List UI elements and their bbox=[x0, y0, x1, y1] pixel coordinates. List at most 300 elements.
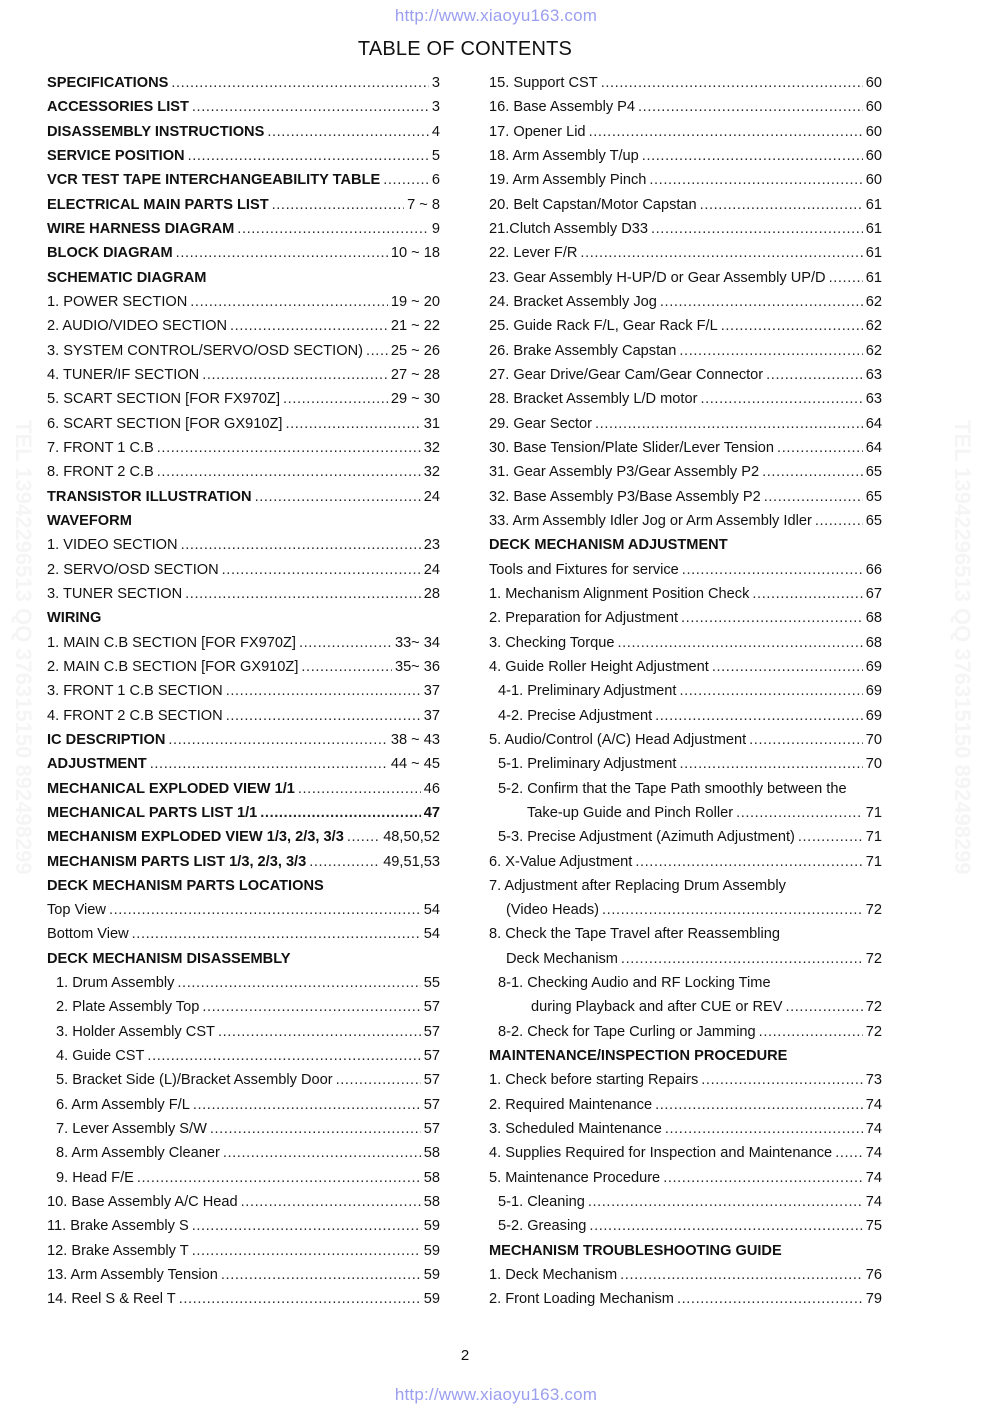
toc-entry-label: 8. Arm Assembly Cleaner bbox=[56, 1145, 220, 1162]
leader-dots bbox=[192, 1239, 421, 1263]
toc-entry-page: 76 bbox=[865, 1267, 882, 1284]
toc-entry-page: 32 bbox=[423, 439, 440, 456]
toc-right-column bbox=[489, 71, 882, 1312]
toc-entry[interactable] bbox=[489, 704, 882, 728]
toc-entry-label: 3. TUNER SECTION bbox=[47, 585, 183, 602]
toc-entry[interactable] bbox=[47, 1068, 440, 1092]
toc-entry[interactable] bbox=[47, 1020, 440, 1044]
leader-dots bbox=[749, 728, 863, 752]
toc-entry-page: 23 bbox=[423, 537, 440, 554]
leader-dots bbox=[168, 728, 388, 752]
toc-entry[interactable] bbox=[489, 752, 882, 776]
toc-entry[interactable] bbox=[47, 704, 440, 728]
leader-dots bbox=[210, 1117, 421, 1141]
toc-entry[interactable] bbox=[489, 485, 882, 509]
leader-dots bbox=[222, 558, 421, 582]
leader-dots bbox=[638, 95, 863, 119]
leader-dots bbox=[298, 777, 421, 801]
toc-entry-label: 8-2. Check for Tape Curling or Jamming bbox=[498, 1023, 756, 1040]
toc-entry-label: DECK MECHANISM ADJUSTMENT bbox=[489, 537, 728, 554]
toc-entry-page: 33~ 34 bbox=[394, 634, 440, 651]
toc-entry-label: 11. Brake Assembly S bbox=[47, 1218, 189, 1235]
toc-entry-label: 9. Head F/E bbox=[56, 1169, 134, 1186]
toc-entry-label: 2. Front Loading Mechanism bbox=[489, 1291, 674, 1308]
toc-entry[interactable] bbox=[489, 582, 882, 606]
leader-dots bbox=[655, 704, 863, 728]
leader-dots bbox=[137, 1166, 421, 1190]
toc-entry-label: 2. Plate Assembly Top bbox=[56, 999, 200, 1016]
toc-entry-page: 54 bbox=[423, 902, 440, 919]
leader-dots bbox=[255, 485, 421, 509]
toc-entry[interactable] bbox=[489, 1166, 882, 1190]
toc-entry-page: 74 bbox=[865, 1121, 882, 1138]
toc-entry[interactable] bbox=[489, 241, 882, 265]
toc-entry[interactable] bbox=[489, 71, 882, 95]
toc-entry-page: 57 bbox=[423, 999, 440, 1016]
leader-dots bbox=[230, 314, 388, 338]
side-watermark-left: TEL 13942296513 QQ 376315150 892498299 bbox=[11, 420, 36, 875]
toc-entry[interactable] bbox=[489, 1068, 882, 1092]
toc-entry-page: 72 bbox=[865, 999, 882, 1016]
toc-entry-page: 64 bbox=[865, 415, 882, 432]
toc-entry-label: DECK MECHANISM DISASSEMBLY bbox=[47, 950, 291, 967]
toc-entry-page: 61 bbox=[865, 269, 882, 286]
toc-entry[interactable] bbox=[47, 1190, 440, 1214]
toc-entry-page: 49,51,53 bbox=[383, 853, 440, 870]
header-url[interactable]: http://www.xiaoyu163.com bbox=[394, 6, 598, 25]
toc-entry-page: 59 bbox=[423, 1218, 440, 1235]
leader-dots bbox=[682, 558, 863, 582]
leader-dots bbox=[620, 1263, 863, 1287]
toc-entry-page: 38 ~ 43 bbox=[390, 731, 440, 748]
toc-entry-label: (Video Heads) bbox=[506, 902, 600, 919]
toc-entry-page: 61 bbox=[865, 196, 882, 213]
toc-entry-page: 3 bbox=[431, 75, 440, 91]
toc-entry[interactable] bbox=[47, 558, 440, 582]
toc-entry[interactable] bbox=[47, 728, 440, 752]
footer-url[interactable]: http://www.xiaoyu163.com bbox=[394, 1385, 598, 1404]
toc-entry-page: 71 bbox=[865, 829, 882, 846]
leader-dots bbox=[226, 679, 421, 703]
toc-entry-label: DECK MECHANISM PARTS LOCATIONS bbox=[47, 877, 324, 894]
toc-entry[interactable] bbox=[489, 898, 882, 922]
toc-entry-label: 5-3. Precise Adjustment (Azimuth Adjustment) bbox=[498, 829, 795, 846]
toc-entry[interactable] bbox=[489, 120, 882, 144]
toc-entry-label: 20. Belt Capstan/Motor Capstan bbox=[489, 196, 697, 213]
toc-entry-page: 60 bbox=[865, 99, 882, 116]
toc-entry[interactable] bbox=[47, 898, 440, 922]
toc-entry-page: 60 bbox=[865, 172, 882, 189]
toc-entry[interactable] bbox=[47, 777, 440, 801]
toc-entry[interactable] bbox=[489, 290, 882, 314]
toc-entry[interactable] bbox=[47, 655, 440, 679]
leader-dots bbox=[202, 363, 388, 387]
toc-entry[interactable] bbox=[489, 1190, 882, 1214]
leader-dots bbox=[237, 217, 429, 241]
toc-entry-page: 62 bbox=[865, 318, 882, 335]
toc-entry-label: MECHANICAL PARTS LIST 1/1 bbox=[47, 804, 258, 821]
leader-dots bbox=[649, 168, 862, 192]
toc-entry-page: 62 bbox=[865, 293, 882, 310]
toc-entry-page: 73 bbox=[865, 1072, 882, 1089]
toc-entry[interactable] bbox=[47, 412, 440, 436]
toc-entry[interactable] bbox=[489, 1263, 882, 1287]
leader-dots bbox=[157, 436, 421, 460]
toc-entry-label: 1. Mechanism Alignment Position Check bbox=[489, 585, 750, 602]
toc-entry-page: 74 bbox=[865, 1169, 882, 1186]
leader-dots bbox=[185, 582, 421, 606]
toc-entry-label: 3. Scheduled Maintenance bbox=[489, 1121, 662, 1138]
toc-entry[interactable] bbox=[489, 339, 882, 363]
toc-entry[interactable] bbox=[47, 1141, 440, 1165]
toc-entry-page: 21 ~ 22 bbox=[390, 318, 440, 335]
toc-entry-label: Take-up Guide and Pinch Roller bbox=[527, 804, 734, 821]
toc-entry[interactable] bbox=[47, 825, 440, 849]
leader-dots bbox=[272, 193, 405, 217]
toc-entry-label: 21.Clutch Assembly D33 bbox=[489, 220, 648, 237]
toc-entry-label: 28. Bracket Assembly L/D motor bbox=[489, 391, 698, 408]
toc-entry-label: 12. Brake Assembly T bbox=[47, 1242, 189, 1259]
toc-entry[interactable] bbox=[47, 1214, 440, 1238]
toc-entry[interactable] bbox=[489, 558, 882, 582]
toc-entry-page: 65 bbox=[865, 464, 882, 481]
toc-entry[interactable] bbox=[47, 1166, 440, 1190]
toc-entry[interactable] bbox=[47, 850, 440, 874]
toc-entry[interactable] bbox=[47, 193, 440, 217]
toc-entry-page: 57 bbox=[423, 1121, 440, 1138]
toc-entry-label: 33. Arm Assembly Idler Jog or Arm Assembly Idler bbox=[489, 512, 812, 529]
toc-entry[interactable] bbox=[489, 850, 882, 874]
leader-dots bbox=[635, 850, 862, 874]
toc-entry-page: 7 ~ 8 bbox=[407, 196, 440, 213]
toc-section-heading bbox=[47, 266, 440, 290]
toc-entry[interactable] bbox=[489, 874, 882, 898]
toc-entry-page: 64 bbox=[865, 439, 882, 456]
leader-dots bbox=[700, 193, 863, 217]
toc-entry[interactable] bbox=[489, 1020, 882, 1044]
toc-entry[interactable] bbox=[47, 436, 440, 460]
toc-entry[interactable] bbox=[489, 728, 882, 752]
toc-entry[interactable] bbox=[489, 631, 882, 655]
toc-entry-page: 70 bbox=[865, 756, 882, 773]
leader-dots bbox=[663, 1166, 863, 1190]
toc-entry[interactable] bbox=[489, 679, 882, 703]
toc-entry-label: MAINTENANCE/INSPECTION PROCEDURE bbox=[489, 1048, 788, 1065]
toc-entry-label: 4-1. Preliminary Adjustment bbox=[498, 683, 677, 700]
toc-entry-page: 57 bbox=[423, 1072, 440, 1089]
toc-entry[interactable] bbox=[489, 387, 882, 411]
leader-dots bbox=[193, 1093, 421, 1117]
toc-entry-label: 14. Reel S & Reel T bbox=[47, 1291, 176, 1308]
toc-entry[interactable] bbox=[47, 631, 440, 655]
toc-entry[interactable] bbox=[489, 606, 882, 630]
toc-entry[interactable] bbox=[47, 290, 440, 314]
toc-entry[interactable] bbox=[489, 1117, 882, 1141]
leader-dots bbox=[798, 825, 863, 849]
toc-entry-page: 48,50,52 bbox=[383, 829, 440, 846]
leader-dots bbox=[192, 95, 429, 119]
toc-entry-label: 6. X-Value Adjustment bbox=[489, 853, 633, 870]
toc-entry-page: 47 bbox=[423, 804, 440, 821]
toc-entry[interactable] bbox=[489, 1093, 882, 1117]
toc-entry[interactable] bbox=[489, 947, 882, 971]
toc-entry-label: 15. Support CST bbox=[489, 75, 598, 91]
toc-entry-label: 3. FRONT 1 C.B SECTION bbox=[47, 683, 223, 700]
toc-entry-page: 62 bbox=[865, 342, 882, 359]
toc-entry-page: 37 bbox=[423, 707, 440, 724]
leader-dots bbox=[588, 1190, 863, 1214]
toc-entry[interactable] bbox=[47, 752, 440, 776]
toc-entry[interactable] bbox=[47, 314, 440, 338]
toc-section-heading bbox=[47, 874, 440, 898]
toc-entry[interactable] bbox=[47, 995, 440, 1019]
toc-entry-label: 3. Checking Torque bbox=[489, 634, 615, 651]
toc-entry[interactable] bbox=[489, 217, 882, 241]
toc-entry-label: 18. Arm Assembly T/up bbox=[489, 147, 639, 164]
toc-entry-label: 6. SCART SECTION [FOR GX910Z] bbox=[47, 415, 283, 432]
leader-dots bbox=[132, 922, 421, 946]
page-title: TABLE OF CONTENTS bbox=[357, 38, 573, 60]
toc-entry-page: 31 bbox=[423, 415, 440, 432]
toc-entry-label: 4. Guide Roller Height Adjustment bbox=[489, 658, 709, 675]
toc-entry[interactable] bbox=[489, 412, 882, 436]
toc-entry-label: 7. Adjustment after Replacing Drum Assembly bbox=[489, 877, 786, 894]
toc-entry-label: Deck Mechanism bbox=[506, 950, 618, 967]
toc-entry-label: SPECIFICATIONS bbox=[47, 75, 169, 91]
toc-entry-page: 63 bbox=[865, 366, 882, 383]
toc-entry[interactable] bbox=[489, 1141, 882, 1165]
toc-entry-label: MECHANISM PARTS LIST 1/3, 2/3, 3/3 bbox=[47, 853, 307, 870]
leader-dots bbox=[301, 655, 392, 679]
toc-entry[interactable] bbox=[489, 825, 882, 849]
toc-entry[interactable] bbox=[489, 655, 882, 679]
toc-entry[interactable] bbox=[489, 266, 882, 290]
toc-entry[interactable] bbox=[47, 168, 440, 192]
toc-entry-page: 44 ~ 45 bbox=[390, 756, 440, 773]
toc-entry-page: 71 bbox=[865, 853, 882, 870]
toc-entry-page: 19 ~ 20 bbox=[390, 293, 440, 310]
toc-entry[interactable] bbox=[47, 120, 440, 144]
leader-dots bbox=[764, 485, 863, 509]
leader-dots bbox=[621, 947, 863, 971]
leader-dots bbox=[835, 1141, 863, 1165]
leader-dots bbox=[655, 1093, 863, 1117]
toc-entry-label: 8-1. Checking Audio and RF Locking Time bbox=[498, 975, 771, 992]
toc-entry-page: 58 bbox=[423, 1194, 440, 1211]
toc-entry-page: 65 bbox=[865, 488, 882, 505]
toc-entry[interactable] bbox=[47, 679, 440, 703]
toc-entry[interactable] bbox=[47, 217, 440, 241]
toc-entry-label: 4. Supplies Required for Inspection and Maintenance bbox=[489, 1145, 833, 1162]
toc-entry[interactable] bbox=[47, 460, 440, 484]
toc-entry-label: 7. FRONT 1 C.B bbox=[47, 439, 154, 456]
toc-entry[interactable] bbox=[489, 1287, 882, 1311]
leader-dots bbox=[192, 1214, 421, 1238]
toc-entry[interactable] bbox=[489, 363, 882, 387]
toc-entry[interactable] bbox=[47, 144, 440, 168]
toc-entry[interactable] bbox=[47, 582, 440, 606]
leader-dots bbox=[150, 752, 388, 776]
toc-entry-label: SERVICE POSITION bbox=[47, 147, 185, 164]
toc-entry[interactable] bbox=[47, 95, 440, 119]
toc-entry-page: 35~ 36 bbox=[394, 658, 440, 675]
toc-entry-page: 74 bbox=[865, 1096, 882, 1113]
toc-entry-label: 5. Maintenance Procedure bbox=[489, 1169, 661, 1186]
toc-entry[interactable] bbox=[47, 387, 440, 411]
toc-entry-page: 75 bbox=[865, 1218, 882, 1235]
toc-entry-page: 69 bbox=[865, 658, 882, 675]
toc-entry-page: 55 bbox=[423, 975, 440, 992]
toc-entry[interactable] bbox=[489, 314, 882, 338]
leader-dots bbox=[347, 825, 380, 849]
toc-entry-page: 24 bbox=[423, 488, 440, 505]
toc-entry[interactable] bbox=[47, 241, 440, 265]
toc-entry-label: 5-1. Preliminary Adjustment bbox=[498, 756, 677, 773]
toc-entry[interactable] bbox=[489, 144, 882, 168]
toc-entry-label: 13. Arm Assembly Tension bbox=[47, 1267, 218, 1284]
toc-entry-page: 10 ~ 18 bbox=[390, 245, 440, 262]
toc-entry-page: 69 bbox=[865, 707, 882, 724]
toc-entry-label: Bottom View bbox=[47, 926, 129, 943]
toc-entry-label: 2. Required Maintenance bbox=[489, 1096, 653, 1113]
toc-entry[interactable] bbox=[47, 1239, 440, 1263]
toc-entry-label: 2. MAIN C.B SECTION [FOR GX910Z] bbox=[47, 658, 299, 675]
toc-entry-label: 7. Lever Assembly S/W bbox=[56, 1121, 207, 1138]
toc-entry-label: ELECTRICAL MAIN PARTS LIST bbox=[47, 196, 269, 213]
toc-entry[interactable] bbox=[47, 485, 440, 509]
toc-entry-page: 72 bbox=[865, 950, 882, 967]
leader-dots bbox=[642, 144, 863, 168]
toc-entry[interactable] bbox=[47, 1044, 440, 1068]
leader-dots bbox=[766, 363, 863, 387]
toc-left-column bbox=[47, 71, 440, 1312]
toc-entry-page: 60 bbox=[865, 147, 882, 164]
toc-entry-label: during Playback and after CUE or REV bbox=[531, 999, 783, 1016]
leader-dots bbox=[109, 898, 421, 922]
leader-dots bbox=[171, 71, 429, 95]
leader-dots bbox=[188, 144, 429, 168]
toc-entry[interactable] bbox=[47, 533, 440, 557]
toc-entry-label: IC DESCRIPTION bbox=[47, 731, 166, 748]
toc-section-heading bbox=[47, 947, 440, 971]
toc-entry[interactable] bbox=[489, 460, 882, 484]
page-number: 2 bbox=[460, 1347, 470, 1364]
toc-entry[interactable] bbox=[47, 71, 440, 95]
toc-entry-label: 8. FRONT 2 C.B bbox=[47, 464, 154, 481]
toc-entry-page: 72 bbox=[865, 902, 882, 919]
toc-entry-label: 32. Base Assembly P3/Base Assembly P2 bbox=[489, 488, 761, 505]
toc-entry-page: 5 bbox=[431, 147, 440, 164]
toc-entry[interactable] bbox=[489, 1214, 882, 1238]
toc-entry-page: 37 bbox=[423, 683, 440, 700]
toc-entry[interactable] bbox=[489, 922, 882, 946]
toc-entry-label: 17. Opener Lid bbox=[489, 123, 586, 140]
leader-dots bbox=[679, 679, 862, 703]
toc-entry-label: 31. Gear Assembly P3/Gear Assembly P2 bbox=[489, 464, 760, 481]
toc-entry-label: 5-2. Greasing bbox=[498, 1218, 587, 1235]
toc-entry[interactable] bbox=[47, 1263, 440, 1287]
toc-entry-page: 59 bbox=[423, 1291, 440, 1308]
toc-entry[interactable] bbox=[489, 995, 882, 1019]
toc-entry-label: 27. Gear Drive/Gear Cam/Gear Connector bbox=[489, 366, 764, 383]
toc-entry-label: ADJUSTMENT bbox=[47, 756, 147, 773]
leader-dots bbox=[226, 704, 421, 728]
toc-entry-page: 6 bbox=[431, 172, 440, 189]
toc-entry[interactable] bbox=[489, 509, 882, 533]
leader-dots bbox=[700, 387, 862, 411]
leader-dots bbox=[285, 412, 420, 436]
leader-dots bbox=[777, 436, 863, 460]
toc-entry-label: 4. TUNER/IF SECTION bbox=[47, 366, 200, 383]
toc-entry-page: 54 bbox=[423, 926, 440, 943]
toc-entry-label: 23. Gear Assembly H-UP/D or Gear Assembly UP/D bbox=[489, 269, 826, 286]
toc-entry-label: 5. SCART SECTION [FOR FX970Z] bbox=[47, 391, 281, 408]
toc-entry[interactable] bbox=[489, 777, 882, 801]
leader-dots bbox=[283, 387, 388, 411]
toc-entry-label: 16. Base Assembly P4 bbox=[489, 99, 636, 116]
toc-entry-label: 25. Guide Rack F/L, Gear Rack F/L bbox=[489, 318, 718, 335]
toc-entry-page: 71 bbox=[865, 804, 882, 821]
toc-entry[interactable] bbox=[47, 1117, 440, 1141]
toc-entry-label: 6. Arm Assembly F/L bbox=[56, 1096, 190, 1113]
leader-dots bbox=[679, 339, 862, 363]
leader-dots bbox=[712, 655, 863, 679]
toc-entry[interactable] bbox=[489, 193, 882, 217]
toc-entry[interactable] bbox=[47, 1287, 440, 1311]
toc-entry-label: Top View bbox=[47, 902, 106, 919]
toc-entry-page: 68 bbox=[865, 610, 882, 627]
toc-entry[interactable] bbox=[489, 436, 882, 460]
leader-dots bbox=[181, 533, 421, 557]
toc-entry-label: VCR TEST TAPE INTERCHANGEABILITY TABLE bbox=[47, 172, 381, 189]
toc-entry-page: 74 bbox=[865, 1145, 882, 1162]
toc-entry-page: 79 bbox=[865, 1291, 882, 1308]
leader-dots bbox=[202, 995, 420, 1019]
toc-entry-page: 67 bbox=[865, 585, 882, 602]
toc-entry[interactable] bbox=[47, 971, 440, 995]
toc-entry-label: 4-2. Precise Adjustment bbox=[498, 707, 653, 724]
leader-dots bbox=[617, 631, 862, 655]
toc-entry-page: 60 bbox=[865, 123, 882, 140]
toc-entry[interactable] bbox=[489, 971, 882, 995]
toc-entry[interactable] bbox=[489, 801, 882, 825]
toc-entry-label: 22. Lever F/R bbox=[489, 245, 578, 262]
toc-entry-label: MECHANISM EXPLODED VIEW 1/3, 2/3, 3/3 bbox=[47, 829, 344, 846]
leader-dots bbox=[241, 1190, 421, 1214]
leader-dots bbox=[383, 168, 429, 192]
leader-dots bbox=[651, 217, 863, 241]
toc-entry-label: 5-2. Confirm that the Tape Path smoothly between the bbox=[498, 780, 847, 797]
toc-entry-label: 3. Holder Assembly CST bbox=[56, 1023, 215, 1040]
toc-entry[interactable] bbox=[47, 1093, 440, 1117]
leader-dots bbox=[190, 290, 388, 314]
toc-entry[interactable] bbox=[47, 922, 440, 946]
leader-dots bbox=[595, 412, 863, 436]
toc-entry-page: 66 bbox=[865, 561, 882, 578]
toc-entry[interactable] bbox=[489, 168, 882, 192]
toc-entry-label: MECHANICAL EXPLODED VIEW 1/1 bbox=[47, 780, 295, 797]
toc-entry-label: WIRING bbox=[47, 610, 102, 627]
toc-entry[interactable] bbox=[47, 339, 440, 363]
leader-dots bbox=[601, 71, 863, 95]
toc-entry-page: 65 bbox=[865, 512, 882, 529]
toc-entry[interactable] bbox=[47, 801, 440, 825]
toc-entry[interactable] bbox=[489, 95, 882, 119]
toc-entry-label: 29. Gear Sector bbox=[489, 415, 593, 432]
toc-entry-page: 60 bbox=[865, 75, 882, 91]
toc-entry-page: 9 bbox=[431, 220, 440, 237]
toc-entry[interactable] bbox=[47, 363, 440, 387]
